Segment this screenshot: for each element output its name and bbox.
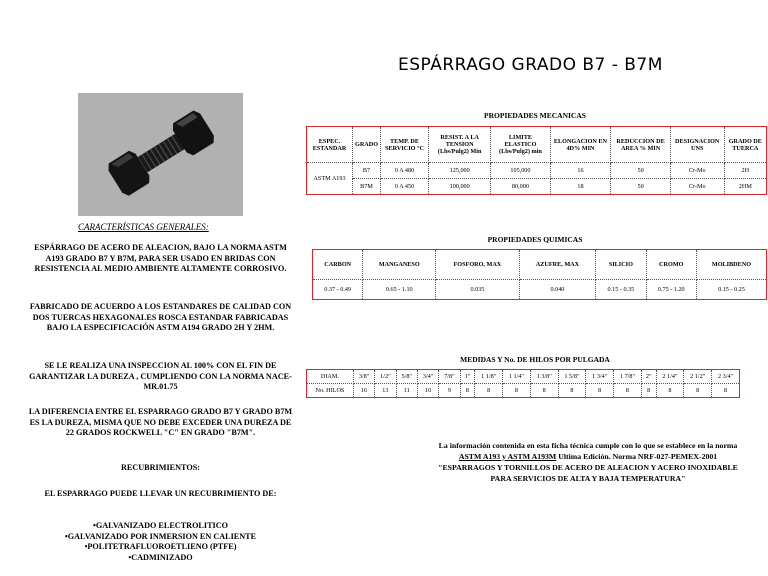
coating-item: •GALVANIZADO POR INMERSION EN CALIENTE bbox=[64, 531, 257, 541]
table-cell: 0.37 - 0.49 bbox=[313, 280, 363, 300]
caracteristicas-heading: CARACTERÍSTICAS GENERALES: bbox=[78, 222, 209, 232]
table-row bbox=[307, 163, 767, 179]
coatings-list bbox=[28, 521, 293, 563]
table-cell: 0.75 - 1.20 bbox=[646, 280, 696, 300]
table-header: SILICIO bbox=[596, 250, 646, 280]
hilos-cell: 8 bbox=[586, 384, 614, 398]
table-cell: 0 A 450 bbox=[381, 179, 429, 195]
diam-cell: 5/8" bbox=[396, 370, 417, 384]
table-cell: 2HM bbox=[724, 179, 766, 195]
row-label: DIAM. bbox=[307, 370, 354, 384]
hilos-cell: 10 bbox=[417, 384, 438, 398]
diam-cell: 1 1/8" bbox=[475, 370, 503, 384]
norma-note bbox=[438, 440, 738, 484]
diam-cell: 1 3/8" bbox=[530, 370, 558, 384]
paragraph-recubrimiento-de: EL ESPARRAGO PUEDE LLEVAR UN RECUBRIMIENTO DE: bbox=[44, 489, 277, 498]
quimicas-table bbox=[312, 249, 767, 300]
table-cell: 0.035 bbox=[436, 280, 520, 300]
hilos-cell: 8 bbox=[641, 384, 656, 398]
mecanicas-title: PROPIEDADES MECANICAS bbox=[484, 111, 586, 120]
table-cell: B7M bbox=[353, 179, 381, 195]
table-row bbox=[307, 179, 767, 195]
hilos-cell: 8 bbox=[558, 384, 586, 398]
table-header: FOSFORO, MAX bbox=[436, 250, 520, 280]
stud-bolt-photo bbox=[78, 93, 243, 216]
diam-cell: 7/8" bbox=[439, 370, 460, 384]
note-text: Ultima Edición. Norma NRF-027-PEMEX-2001 "ESPARRAGOS Y TORNILLOS DE ACERO DE ALEACION Y ACERO INOXIDABLE PARA SERVICIOS DE ALTA Y BAJA TEMPERATURA" bbox=[438, 452, 738, 483]
paragraph-diferencia: LA DIFERENCIA ENTRE EL ESPARRAGO GRADO B7 Y GRADO B7M ES LA DUREZA, MISMA QUE NO DEBE EXCEDER UNA DUREZA DE 22 GRADOS ROCKWELL "C" EN GRADO "B7M". bbox=[28, 407, 293, 437]
diam-cell: 1 3/4" bbox=[586, 370, 614, 384]
table-row bbox=[307, 384, 740, 398]
table-cell: 105,000 bbox=[491, 163, 550, 179]
table-header: GRADO bbox=[353, 127, 381, 163]
table-cell: 0 A 480 bbox=[381, 163, 429, 179]
table-cell: 50 bbox=[611, 163, 670, 179]
table-cell: 125,000 bbox=[429, 163, 491, 179]
table-cell: Cr-Mo bbox=[670, 179, 724, 195]
table-cell: 0.15 - 0.25 bbox=[696, 280, 766, 300]
row-label: No. HILOS bbox=[307, 384, 354, 398]
diam-cell: 2 3/4" bbox=[712, 370, 740, 384]
hilos-cell: 16 bbox=[353, 384, 374, 398]
table-header: CARBON bbox=[313, 250, 363, 280]
diam-cell: 2" bbox=[641, 370, 656, 384]
table-cell: 18 bbox=[550, 179, 611, 195]
paragraph-inspeccion: SE LE REALIZA UNA INSPECCION AL 100% CON EL FIN DE GARANTIZAR LA DUREZA , CUMPLIENDO CON LA NORMA NACE-MR.01.75 bbox=[29, 361, 292, 391]
table-cell: 2H bbox=[724, 163, 766, 179]
table-row bbox=[313, 280, 767, 300]
diam-cell: 1/2" bbox=[375, 370, 396, 384]
hilos-cell: 8 bbox=[684, 384, 712, 398]
table-cell: 50 bbox=[611, 179, 670, 195]
quimicas-title: PROPIEDADES QUIMICAS bbox=[487, 235, 583, 244]
table-cell: B7 bbox=[353, 163, 381, 179]
table-cell: 0.15 - 0.35 bbox=[596, 280, 646, 300]
table-cell: 100,000 bbox=[429, 179, 491, 195]
hilos-cell: 8 bbox=[656, 384, 684, 398]
paragraph-aleacion: ESPÁRRAGO DE ACERO DE ALEACION, BAJO LA NORMA ASTM A193 GRADO B7 Y B7M, PARA SER USADO EN BRIDAS CON RESISTENCIA AL MEDIO AMBIENTE ALTAMENTE CORROSIVO. bbox=[34, 243, 287, 273]
hilos-cell: 8 bbox=[460, 384, 475, 398]
norma-link: ASTM A193 y ASTM A193M bbox=[458, 452, 557, 461]
diam-cell: 3/4" bbox=[417, 370, 438, 384]
paragraph-fabricado: FABRICADO DE ACUERDO A LOS ESTANDARES DE CALIDAD CON DOS TUERCAS HEXAGONALES ROSCA ESTANDAR FABRICADAS BAJO LA ESPECIFICACIÓN ASTM A194 GRADO 2H Y 2HM. bbox=[29, 302, 292, 332]
table-header: LIMITE ELASTICO (Lbs/Pulg2) min bbox=[491, 127, 550, 163]
table-row bbox=[307, 370, 740, 384]
hilos-cell: 9 bbox=[439, 384, 460, 398]
hilos-cell: 11 bbox=[396, 384, 417, 398]
table-header: MANGANESO bbox=[363, 250, 436, 280]
medidas-table bbox=[306, 369, 740, 398]
page-title: ESPÁRRAGO GRADO B7 - B7M bbox=[398, 55, 663, 75]
diam-cell: 1 1/4" bbox=[503, 370, 531, 384]
coating-item: •CADMINIZADO bbox=[128, 552, 193, 562]
hilos-cell: 8 bbox=[475, 384, 503, 398]
table-header: DESIGNACION UNS bbox=[670, 127, 724, 163]
diam-cell: 2 1/2" bbox=[684, 370, 712, 384]
hilos-cell: 8 bbox=[614, 384, 642, 398]
table-header: RESIST. A LA TENSION (Lbs/Pulg2) Min bbox=[429, 127, 491, 163]
table-cell: 0.040 bbox=[519, 280, 596, 300]
paragraph-recubrimientos: RECUBRIMIENTOS: bbox=[120, 463, 200, 472]
coating-item: •GALVANIZADO ELECTROLITICO bbox=[92, 521, 229, 530]
hilos-cell: 13 bbox=[375, 384, 396, 398]
table-cell: 0.65 - 1.10 bbox=[363, 280, 436, 300]
hilos-cell: 8 bbox=[712, 384, 740, 398]
table-cell: 80,000 bbox=[491, 179, 550, 195]
table-header: ELONGACION EN 4D% MIN bbox=[550, 127, 611, 163]
coating-item: •POLITETRAFLUOROETLIENO (PTFE) bbox=[84, 542, 237, 551]
diam-cell: 2 1/4" bbox=[656, 370, 684, 384]
hilos-cell: 8 bbox=[530, 384, 558, 398]
mecanicas-table bbox=[306, 126, 767, 195]
table-header: MOLIBDENO bbox=[696, 250, 766, 280]
medidas-title: MEDIDAS Y No. DE HILOS POR PULGADA bbox=[460, 355, 610, 364]
diam-cell: 3/8" bbox=[353, 370, 374, 384]
note-text: La información contenida en esta ficha técnica cumple con lo que se establece en la norma bbox=[438, 441, 738, 450]
table-header: CROMO bbox=[646, 250, 696, 280]
table-cell: Cr-Mo bbox=[670, 163, 724, 179]
table-header: TEMP. DE SERVICIO °C bbox=[381, 127, 429, 163]
table-header: ESPEC. ESTANDAR bbox=[307, 127, 353, 163]
diam-cell: 1 5/8" bbox=[558, 370, 586, 384]
hilos-cell: 8 bbox=[503, 384, 531, 398]
table-cell: 16 bbox=[550, 163, 611, 179]
spec-cell: ASTM A193 bbox=[307, 163, 353, 195]
diam-cell: 1" bbox=[460, 370, 475, 384]
table-header: AZUFRE, MAX bbox=[519, 250, 596, 280]
table-header: REDUCCION DE AREA % MIN bbox=[611, 127, 670, 163]
table-header: GRADO DE TUERCA bbox=[724, 127, 766, 163]
diam-cell: 1 7/8" bbox=[614, 370, 642, 384]
